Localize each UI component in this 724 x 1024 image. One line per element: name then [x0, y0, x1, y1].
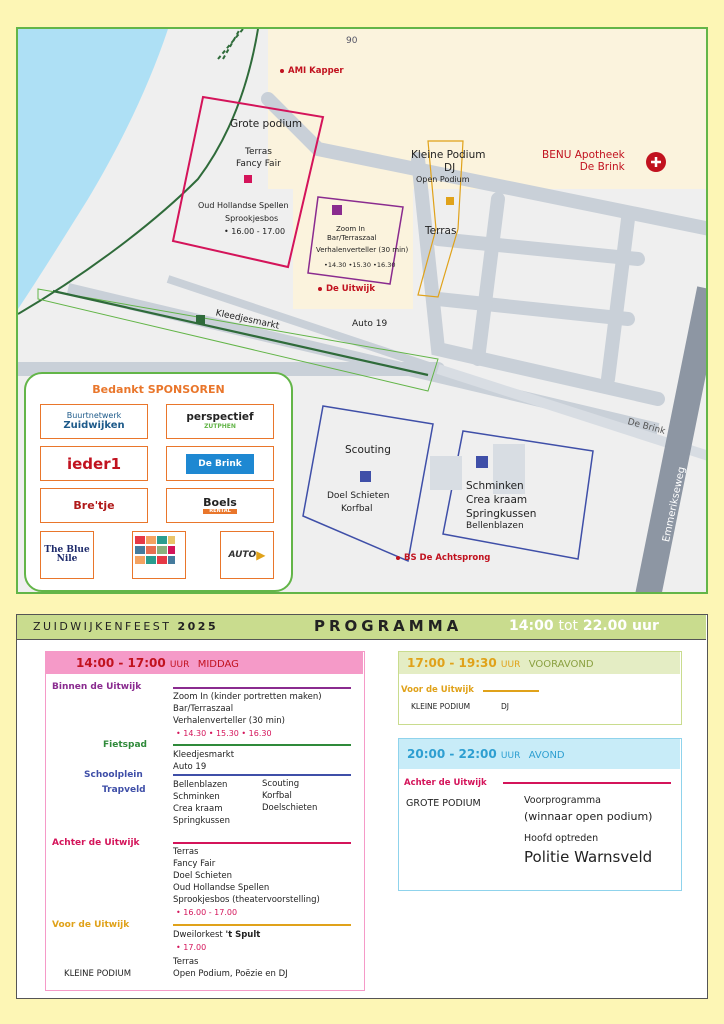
grote-podium-title: Grote podium [230, 118, 303, 130]
voor-time: • 17.00 [176, 943, 207, 952]
avond-line [503, 782, 671, 784]
trapveld-heading: Trapveld [102, 785, 146, 795]
sponsor-boels: Boels RENTAL [166, 488, 274, 523]
ami-kapper-label: AMI Kapper [280, 66, 344, 76]
schminken-c: Springkussen [466, 508, 537, 520]
voor-kleine-podium: KLEINE PODIUM [64, 969, 132, 979]
avond-act: Politie Warnsveld [524, 848, 653, 866]
grote-podium-oud: Oud Hollandse Spellen [198, 201, 289, 210]
grote-podium-fancy-fair: Fancy Fair [236, 159, 281, 169]
vooravond-kleine-podium: KLEINE PODIUM [411, 702, 471, 711]
kleine-podium-dj: DJ [444, 162, 456, 174]
schoolplein-col1-2: Crea kraam [173, 804, 223, 814]
scouting-title: Scouting [345, 444, 391, 456]
achter-item-2: Doel Schieten [173, 871, 233, 881]
schoolplein-col1-0: Bellenblazen [173, 780, 228, 790]
achter-item-1: Fancy Fair [173, 859, 216, 869]
de-brink-street-label: De Brink [626, 417, 667, 437]
binnen-item-2: Verhalenverteller (30 min) [173, 716, 285, 726]
sponsor-de-brink: De Brink [166, 446, 274, 481]
bar-zoom: Zoom In [336, 225, 365, 233]
achter-times: • 16.00 - 17.00 [176, 908, 238, 917]
sponsor-box [24, 372, 293, 592]
voor-terras: Terras [173, 957, 199, 967]
achter-item-4: Sprookjesbos (theatervoorstelling) [173, 895, 320, 905]
bar-label: Bar/Terraszaal [327, 234, 377, 242]
binnen-item-0: Zoom In (kinder portretten maken) [173, 692, 322, 702]
program-panel [16, 614, 708, 999]
schminken-a: Schminken [466, 480, 524, 492]
program-header [17, 615, 706, 640]
grote-podium-time: • 16.00 - 17.00 [224, 227, 286, 236]
kleine-podium-open: Open Podium [416, 175, 470, 184]
vooravond-dj: DJ [501, 702, 509, 711]
avond-hoofd: Hoofd optreden [524, 833, 599, 844]
program-event: ZUIDWIJKENFEEST 2025 [33, 620, 219, 633]
schoolplein-col2-2: Doelschieten [262, 803, 318, 813]
sponsor-bretje: Bre'tje [40, 488, 148, 523]
binnen-times: • 14.30 • 15.30 • 16.30 [176, 729, 272, 738]
avond-voor2: (winnaar open podium) [524, 810, 653, 823]
schoolplein-heading: Schoolplein [84, 770, 143, 780]
binnen-heading: Binnen de Uitwijk [52, 682, 142, 692]
bar-times: •14.30 •15.30 •16.30 [324, 261, 396, 269]
sponsor-title: Bedankt SPONSOREN [92, 383, 225, 396]
colorful-logo-icon [133, 532, 177, 568]
vooravond-line [483, 690, 539, 692]
grote-podium-terras: Terras [245, 147, 272, 157]
middag-time: 14:00 - 17:00 UUR MIDDAG [76, 656, 239, 670]
schoolplein-col2-1: Korfbal [262, 791, 292, 801]
festival-map [16, 27, 708, 594]
program-hours: 14:00 tot 22.00 uur [509, 618, 659, 634]
avond-heading: Achter de Uitwijk [404, 778, 487, 788]
schoolplein-col2-0: Scouting [262, 779, 300, 789]
voor-dweil: Dweilorkest 't Spult [173, 930, 261, 940]
avond-grote-podium: GROTE PODIUM [406, 798, 481, 809]
schoolplein-col1-1: Schminken [173, 792, 220, 802]
program-title: PROGRAMMA [314, 617, 463, 635]
auto19-label: Auto 19 [352, 319, 388, 329]
kleine-podium-title: Kleine Podium [411, 149, 486, 161]
avond-time: 20:00 - 22:00 UUR AVOND [407, 747, 565, 761]
sponsor-buurtnetwerk: Buurtnetwerk Zuidwijken [40, 404, 148, 439]
sponsor-blue-nile: The Blue Nile [40, 531, 94, 579]
fietspad-item-1: Auto 19 [173, 762, 207, 772]
achter-item-3: Oud Hollandse Spellen [173, 883, 270, 893]
scouting-doel: Doel Schieten [327, 491, 390, 501]
sponsor-colorful-logo [132, 531, 186, 579]
vooravond-time: 17:00 - 19:30 UUR VOORAVOND [407, 656, 594, 670]
schminken-d: Bellenblazen [466, 521, 524, 531]
schoolplein-line [173, 774, 351, 776]
voor-kleine-podium-items: Open Podium, Poëzie en DJ [173, 969, 288, 979]
fietspad-heading: Fietspad [103, 740, 147, 750]
avond-voor1: Voorprogramma [524, 795, 601, 806]
achter-line [173, 842, 351, 844]
street-number: 90 [346, 36, 358, 46]
kleedjesmarkt-label: Kleedjesmarkt [214, 308, 280, 332]
binnen-line [173, 687, 351, 689]
sponsor-auto: AUTO ▶ [220, 531, 274, 579]
fietspad-line [173, 744, 351, 746]
vooravond-box [398, 651, 682, 725]
bar-verhalen: Verhalenverteller (30 min) [316, 246, 409, 254]
bs-label: BS De Achtsprong [396, 553, 490, 563]
emmerikseweg-label: Emmerikseweg [660, 465, 688, 544]
sponsor-ieder1: ieder1 [40, 446, 148, 481]
voor-line [173, 924, 351, 926]
achter-item-0: Terras [173, 847, 199, 857]
voor-heading: Voor de Uitwijk [52, 920, 130, 930]
de-uitwijk-label: De Uitwijk [318, 284, 375, 294]
grote-podium-sprookjesbos: Sprookjesbos [225, 214, 279, 223]
sponsor-perspectief: perspectief ZUTPHEN [166, 404, 274, 439]
middag-box [45, 651, 365, 991]
avond-box [398, 738, 682, 891]
vooravond-heading: Voor de Uitwijk [401, 685, 474, 695]
scouting-korfbal: Korfbal [341, 504, 373, 514]
schminken-b: Crea kraam [466, 494, 528, 506]
benu-label: BENU Apotheek De Brink [542, 149, 625, 173]
binnen-item-1: Bar/Terraszaal [173, 704, 234, 714]
schoolplein-col1-3: Springkussen [173, 816, 230, 826]
achter-heading: Achter de Uitwijk [52, 838, 140, 848]
fietspad-item-0: Kleedjesmarkt [173, 750, 235, 760]
kleine-podium-terras: Terras [425, 225, 457, 237]
